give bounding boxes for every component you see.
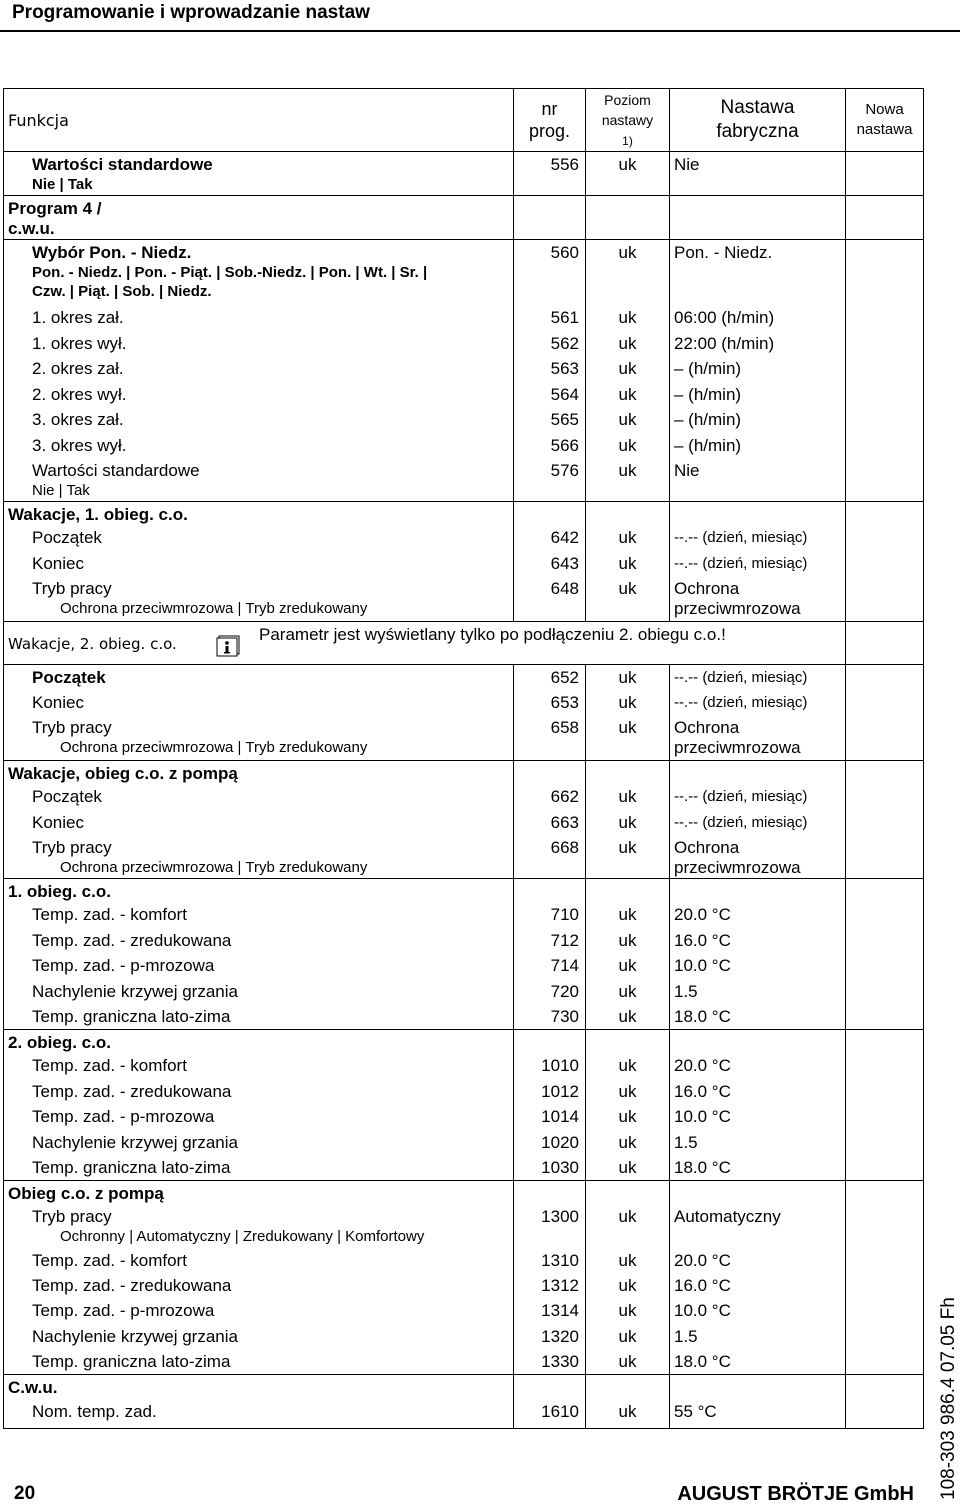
param-number: 652 [514, 664, 586, 690]
param-number: 1030 [514, 1155, 586, 1180]
section-dhw [4, 1374, 924, 1399]
param-factory: Ochrona przeciwmrozowa [670, 835, 846, 879]
param-new [846, 902, 924, 928]
param-factory: Nie [670, 458, 846, 502]
table-row [4, 458, 924, 502]
param-level: uk [586, 953, 670, 979]
table-row [4, 1273, 924, 1298]
param-factory: 20.0 °C [670, 902, 846, 928]
param-function: Temp. zad. - komfort [4, 1248, 514, 1273]
table-row [4, 551, 924, 576]
param-new [846, 240, 924, 305]
param-new [846, 458, 924, 502]
param-function: Temp. zad. - p-mrozowa [4, 1298, 514, 1324]
param-function: 2. okres wył. [4, 382, 514, 407]
table-row [4, 1204, 924, 1248]
param-function: Temp. zad. - zredukowana [4, 1273, 514, 1298]
param-factory: 55 °C [670, 1399, 846, 1428]
param-factory: --.-- (dzień, miesiąc) [670, 690, 846, 715]
param-number: 556 [514, 152, 586, 196]
section-title: 2. obieg. c.o. [4, 1029, 514, 1053]
param-function: Temp. zad. - zredukowana [4, 928, 514, 953]
param-level: uk [586, 1130, 670, 1155]
table-row [4, 1349, 924, 1374]
param-level: uk [586, 1104, 670, 1130]
table-header [4, 89, 924, 152]
param-factory: 20.0 °C [670, 1248, 846, 1273]
param-new [846, 305, 924, 331]
table-row [4, 152, 924, 196]
param-function: Temp. zad. - p-mrozowa [4, 1104, 514, 1130]
param-number: 560 [514, 240, 586, 305]
param-number: 714 [514, 953, 586, 979]
section-holiday-2 [4, 621, 924, 664]
section-pump-circuit [4, 1180, 924, 1204]
param-factory: 16.0 °C [670, 1079, 846, 1104]
param-new [846, 525, 924, 551]
param-number: 730 [514, 1004, 586, 1029]
param-factory: 16.0 °C [670, 1273, 846, 1298]
section-title: Wakacje, obieg c.o. z pompą [4, 760, 514, 784]
param-level: uk [586, 525, 670, 551]
section-title: Obieg c.o. z pompą [4, 1180, 514, 1204]
table-row [4, 1079, 924, 1104]
table-row [4, 1298, 924, 1324]
param-function: Nachylenie krzywej grzania [4, 979, 514, 1004]
param-number: 561 [514, 305, 586, 331]
table-row [4, 1130, 924, 1155]
parameter-table [3, 88, 924, 1429]
param-factory: Nie [670, 152, 846, 196]
param-number: 648 [514, 576, 586, 621]
table-row [4, 305, 924, 331]
table-row [4, 1155, 924, 1180]
param-number: 663 [514, 810, 586, 835]
param-level: uk [586, 784, 670, 810]
param-number: 1010 [514, 1053, 586, 1079]
title-divider [0, 30, 960, 32]
header-function: Funkcja [4, 89, 514, 152]
param-level: uk [586, 382, 670, 407]
param-factory: Ochrona przeciwmrozowa [670, 715, 846, 760]
param-level: uk [586, 305, 670, 331]
param-function: 3. okres wył. [4, 433, 514, 458]
param-new [846, 433, 924, 458]
param-new [846, 810, 924, 835]
param-level: uk [586, 152, 670, 196]
param-new [846, 835, 924, 879]
param-number: 1314 [514, 1298, 586, 1324]
param-new [846, 690, 924, 715]
param-level: uk [586, 1298, 670, 1324]
param-function: 2. okres zał. [4, 356, 514, 382]
param-level: uk [586, 1053, 670, 1079]
param-function: Wybór Pon. - Niedz. Pon. - Niedz. | Pon. - Piąt. | Sob.-Niedz. | Pon. | Wt. | Sr. | Czw. | Piąt. | Sob. | Niedz. [4, 240, 514, 305]
param-factory: 22:00 (h/min) [670, 331, 846, 356]
param-function: Koniec [4, 551, 514, 576]
param-level: uk [586, 715, 670, 760]
table-row [4, 525, 924, 551]
table-row [4, 715, 924, 760]
param-level: uk [586, 810, 670, 835]
param-factory: 20.0 °C [670, 1053, 846, 1079]
param-level: uk [586, 331, 670, 356]
header-level: Poziom nastawy 1) [586, 89, 670, 152]
param-level: uk [586, 458, 670, 502]
table-row [4, 407, 924, 433]
param-number: 710 [514, 902, 586, 928]
param-new [846, 356, 924, 382]
param-new [846, 382, 924, 407]
param-function: 1. okres zał. [4, 305, 514, 331]
table-row [4, 664, 924, 690]
param-function: Początek [4, 525, 514, 551]
param-factory: 1.5 [670, 1324, 846, 1349]
table-row [4, 810, 924, 835]
table-row [4, 576, 924, 621]
section-title: 1. obieg. c.o. [4, 879, 514, 903]
document-code: 108-303 986.4 07.05 Fh [938, 1297, 959, 1500]
header-factory-setting: Nastawa fabryczna [670, 89, 846, 152]
param-level: uk [586, 240, 670, 305]
param-number: 1320 [514, 1324, 586, 1349]
param-new [846, 1248, 924, 1273]
param-function: Temp. zad. - zredukowana [4, 1079, 514, 1104]
param-new [846, 1273, 924, 1298]
section-note-cell [4, 621, 846, 664]
note-text: Parametr jest wyświetlany tylko po podłączeniu 2. obiegu c.o.! [259, 624, 726, 644]
param-number: 566 [514, 433, 586, 458]
param-level: uk [586, 576, 670, 621]
param-function: Temp. graniczna lato-zima [4, 1349, 514, 1374]
table-row [4, 1324, 924, 1349]
section-title: Wakacje, 2. obieg. c.o. [8, 634, 177, 653]
param-new [846, 407, 924, 433]
table-row [4, 1399, 924, 1428]
param-level: uk [586, 928, 670, 953]
param-factory: --.-- (dzień, miesiąc) [670, 525, 846, 551]
param-new [846, 152, 924, 196]
param-function: Początek [4, 664, 514, 690]
param-function: Nachylenie krzywej grzania [4, 1324, 514, 1349]
param-number: 1020 [514, 1130, 586, 1155]
param-level: uk [586, 979, 670, 1004]
table-row [4, 1004, 924, 1029]
header-new-setting: Nowa nastawa [846, 89, 924, 152]
param-factory: 10.0 °C [670, 1298, 846, 1324]
param-new [846, 715, 924, 760]
param-function: Nom. temp. zad. [4, 1399, 514, 1428]
param-new [846, 664, 924, 690]
param-number: 1300 [514, 1204, 586, 1248]
param-function: Tryb pracy Ochrona przeciwmrozowa | Tryb zredukowany [4, 835, 514, 879]
param-number: 563 [514, 356, 586, 382]
param-number: 562 [514, 331, 586, 356]
param-level: uk [586, 690, 670, 715]
param-function: Tryb pracy Ochrona przeciwmrozowa | Tryb zredukowany [4, 715, 514, 760]
param-number: 720 [514, 979, 586, 1004]
table-row [4, 902, 924, 928]
param-level: uk [586, 1248, 670, 1273]
param-new [846, 1298, 924, 1324]
param-factory: --.-- (dzień, miesiąc) [670, 664, 846, 690]
param-factory: 16.0 °C [670, 928, 846, 953]
table-row [4, 356, 924, 382]
param-factory: 18.0 °C [670, 1349, 846, 1374]
param-factory: 10.0 °C [670, 953, 846, 979]
param-factory: Pon. - Niedz. [670, 240, 846, 305]
param-factory: --.-- (dzień, miesiąc) [670, 810, 846, 835]
param-number: 653 [514, 690, 586, 715]
section-holiday-1 [4, 502, 924, 526]
section-circuit-1 [4, 879, 924, 903]
param-new [846, 1399, 924, 1428]
param-factory: – (h/min) [670, 382, 846, 407]
param-new [846, 1079, 924, 1104]
param-number: 658 [514, 715, 586, 760]
table-row [4, 784, 924, 810]
param-factory: Automatyczny [670, 1204, 846, 1248]
param-factory: --.-- (dzień, miesiąc) [670, 784, 846, 810]
param-factory: 18.0 °C [670, 1004, 846, 1029]
param-factory: – (h/min) [670, 407, 846, 433]
param-number: 1610 [514, 1399, 586, 1428]
param-new [846, 953, 924, 979]
table-row [4, 382, 924, 407]
param-function: Koniec [4, 810, 514, 835]
param-function: Początek [4, 784, 514, 810]
param-number: 662 [514, 784, 586, 810]
param-new [846, 1104, 924, 1130]
param-level: uk [586, 407, 670, 433]
param-new [846, 1053, 924, 1079]
param-number: 1310 [514, 1248, 586, 1273]
param-function: Temp. zad. - komfort [4, 902, 514, 928]
info-icon [216, 635, 242, 657]
header-nr-prog: nr prog. [514, 89, 586, 152]
param-number: 1312 [514, 1273, 586, 1298]
param-factory: 1.5 [670, 979, 846, 1004]
param-function: Koniec [4, 690, 514, 715]
param-new [846, 1204, 924, 1248]
param-function: Wartości standardowe Nie | Tak [4, 458, 514, 502]
section-holiday-pump [4, 760, 924, 784]
param-number: 564 [514, 382, 586, 407]
param-level: uk [586, 1399, 670, 1428]
param-new [846, 331, 924, 356]
table-row [4, 690, 924, 715]
param-number: 1330 [514, 1349, 586, 1374]
param-function: Temp. zad. - komfort [4, 1053, 514, 1079]
param-level: uk [586, 433, 670, 458]
section-title: C.w.u. [4, 1374, 514, 1399]
param-function: 3. okres zał. [4, 407, 514, 433]
param-new [846, 784, 924, 810]
param-new [846, 551, 924, 576]
table-row [4, 953, 924, 979]
param-number: 712 [514, 928, 586, 953]
section-circuit-2 [4, 1029, 924, 1053]
param-function: Temp. zad. - p-mrozowa [4, 953, 514, 979]
param-factory: 18.0 °C [670, 1155, 846, 1180]
param-level: uk [586, 1079, 670, 1104]
company-name: AUGUST BRÖTJE GmbH [677, 1483, 914, 1505]
param-level: uk [586, 1155, 670, 1180]
param-new [846, 1349, 924, 1374]
section-title: Program 4 / c.w.u. [4, 196, 514, 240]
param-function: Tryb pracy Ochronny | Automatyczny | Zredukowany | Komfortowy [4, 1204, 514, 1248]
param-new [846, 1155, 924, 1180]
page-title: Programowanie i wprowadzanie nastaw [12, 2, 370, 23]
param-new [846, 1324, 924, 1349]
param-factory: – (h/min) [670, 433, 846, 458]
param-factory: 1.5 [670, 1130, 846, 1155]
param-factory: 10.0 °C [670, 1104, 846, 1130]
param-function: Wartości standardowe Nie | Tak [4, 152, 514, 196]
param-level: uk [586, 551, 670, 576]
section-title: Wakacje, 1. obieg. c.o. [4, 502, 514, 526]
param-new [846, 979, 924, 1004]
param-new [846, 1004, 924, 1029]
param-number: 565 [514, 407, 586, 433]
param-level: uk [586, 1273, 670, 1298]
table-row [4, 979, 924, 1004]
param-factory: Ochrona przeciwmrozowa [670, 576, 846, 621]
param-level: uk [586, 835, 670, 879]
param-function: Tryb pracy Ochrona przeciwmrozowa | Tryb zredukowany [4, 576, 514, 621]
param-new [846, 576, 924, 621]
table-row [4, 928, 924, 953]
param-function: Temp. graniczna lato-zima [4, 1004, 514, 1029]
param-level: uk [586, 664, 670, 690]
param-level: uk [586, 902, 670, 928]
param-level: uk [586, 1204, 670, 1248]
table-row [4, 433, 924, 458]
param-new [846, 928, 924, 953]
param-number: 1012 [514, 1079, 586, 1104]
param-level: uk [586, 356, 670, 382]
table-row [4, 835, 924, 879]
param-number: 576 [514, 458, 586, 502]
table-row [4, 1053, 924, 1079]
table-row [4, 331, 924, 356]
page-number: 20 [14, 1483, 36, 1504]
param-level: uk [586, 1324, 670, 1349]
param-factory: 06:00 (h/min) [670, 305, 846, 331]
param-level: uk [586, 1004, 670, 1029]
param-new [846, 1130, 924, 1155]
section-program [4, 196, 924, 240]
param-number: 668 [514, 835, 586, 879]
table-row [4, 240, 924, 305]
param-function: Temp. graniczna lato-zima [4, 1155, 514, 1180]
param-number: 643 [514, 551, 586, 576]
param-number: 642 [514, 525, 586, 551]
table-row [4, 1104, 924, 1130]
param-number: 1014 [514, 1104, 586, 1130]
param-factory: --.-- (dzień, miesiąc) [670, 551, 846, 576]
table-row [4, 1248, 924, 1273]
param-level: uk [586, 1349, 670, 1374]
param-factory: – (h/min) [670, 356, 846, 382]
param-function: 1. okres wył. [4, 331, 514, 356]
param-function: Nachylenie krzywej grzania [4, 1130, 514, 1155]
